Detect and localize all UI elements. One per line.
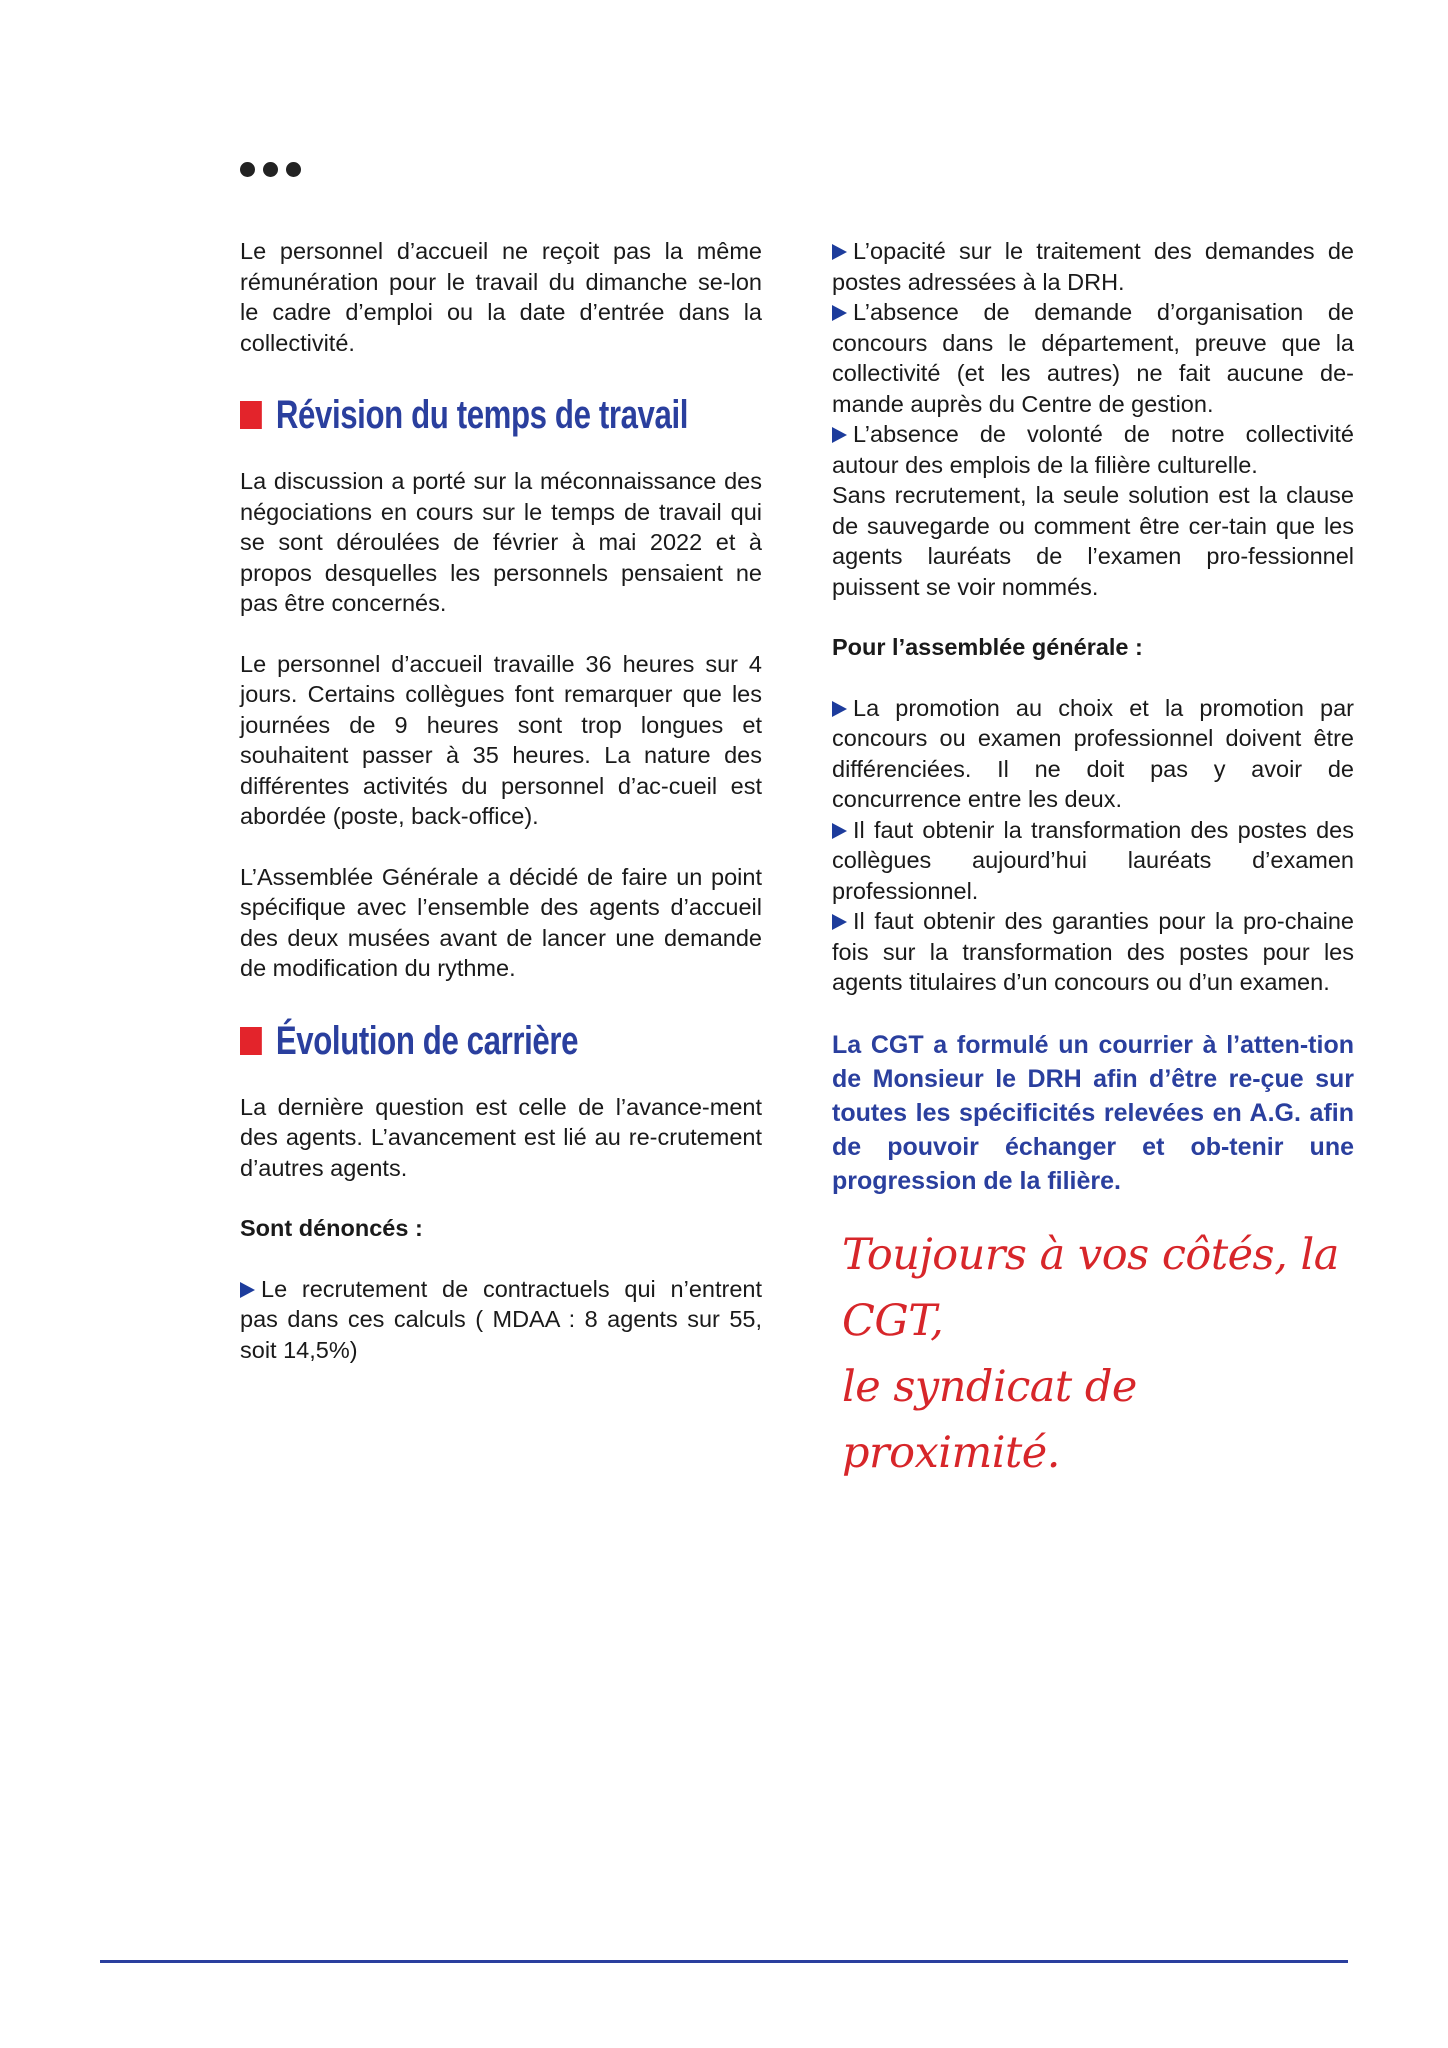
red-square-icon <box>240 1027 262 1055</box>
paragraph: Sans recrutement, la seule solution est la clause de sauvegarde ou comment être cer-tain que les agents lauréats de l’examen pro-fessionnel puissent se voir nommés. <box>832 482 1354 600</box>
paragraph: La discussion a porté sur la méconnaissance des négociations en cours sur le temps de travail qui se sont déroulées de février à mai 2022 et à propos desquelles les personnels pensaient ne pas être concernés. <box>240 468 762 616</box>
bullet-item <box>832 693 1354 815</box>
triangle-bullet-icon <box>832 244 847 260</box>
bullet-item <box>832 419 1354 480</box>
triangle-bullet-icon <box>832 823 847 839</box>
bullet-item <box>832 236 1354 297</box>
triangle-bullet-icon <box>832 914 847 930</box>
bullet-item <box>832 297 1354 419</box>
triangle-bullet-icon <box>832 305 847 321</box>
section-heading-temps-travail <box>240 388 689 442</box>
bullet-text: L’opacité sur le traitement des demandes de postes adressées à la DRH. <box>832 238 1354 295</box>
cgt-note: La CGT a formulé un courrier à l’atten-tion de Monsieur le DRH afin d’être re-çue sur toutes les spécificités relevées en A.G. afin de pouvoir échanger et ob-tenir une progression de la filière. <box>832 1030 1354 1195</box>
dot-icon <box>263 162 278 177</box>
paragraph: L’Assemblée Générale a décidé de faire un point spécifique avec l’ensemble des agents d’accueil des deux musées avant de lancer une demande de modification du rythme. <box>240 863 762 981</box>
footer-rule <box>100 1960 1348 1963</box>
paragraph: Le personnel d’accueil travaille 36 heures sur 4 jours. Certains collègues font remarquer que les journées de 9 heures sont trop longues et souhaitent passer à 35 heures. La nature des différentes activités du personnel d’ac-cueil est abordée (poste, back-office). <box>240 650 762 829</box>
bullet-text: La promotion au choix et la promotion par concours ou examen professionnel doivent être différenciées. Il ne doit pas y avoir de concurrence entre les deux. <box>832 694 1354 812</box>
paragraph: La dernière question est celle de l’avance-ment des agents. L’avancement est lié au re-crutement d’autres agents. <box>240 1093 762 1181</box>
bullet-text: L’absence de demande d’organisation de concours dans le département, preuve que la collectivité (et les autres) ne fait aucune de-mande auprès du Centre de gestion. <box>832 299 1354 417</box>
bullet-text: Il faut obtenir des garanties pour la pro-chaine fois sur la transformation des postes pour les agents titulaires d’un concours ou d’un examen. <box>832 908 1354 995</box>
section-heading-text: Révision du temps de travail <box>275 393 689 437</box>
bullet-text: Le recrutement de contractuels qui n’entrent pas dans ces calculs ( MDAA : 8 agents sur 55, soit 14,5%) <box>240 1275 762 1363</box>
left-column <box>240 236 762 1365</box>
bullet-text: Il faut obtenir la transformation des postes des collègues aujourd’hui lauréats d’examen professionnel. <box>832 816 1354 904</box>
dot-icon <box>240 162 255 177</box>
bullet-text: L’absence de volonté de notre collectivité autour des emplois de la filière culturelle. <box>832 421 1354 478</box>
triangle-bullet-icon <box>832 701 847 717</box>
ag-label: Pour l’assemblée générale : <box>832 634 1143 660</box>
right-column <box>832 236 1354 1486</box>
ellipsis-dots <box>240 162 301 177</box>
triangle-bullet-icon <box>240 1282 255 1298</box>
bullet-item <box>832 815 1354 907</box>
denonces-label: Sont dénoncés : <box>240 1215 423 1241</box>
slogan-line-1: Toujours à vos côtés, la CGT, <box>842 1229 1339 1346</box>
bullet-item <box>240 1274 762 1366</box>
dot-icon <box>286 162 301 177</box>
section-heading-evolution-carriere <box>240 1014 647 1068</box>
red-square-icon <box>240 401 262 429</box>
section-heading-text: Évolution de carrière <box>275 1018 579 1063</box>
intro-paragraph: Le personnel d’accueil ne reçoit pas la même rémunération pour le travail du dimanche se-lon le cadre d’emploi ou la date d’entrée dans la collectivité. <box>240 238 762 356</box>
triangle-bullet-icon <box>832 427 847 443</box>
bullet-item <box>832 906 1354 998</box>
slogan-line-2: le syndicat de proximité. <box>842 1361 1137 1478</box>
